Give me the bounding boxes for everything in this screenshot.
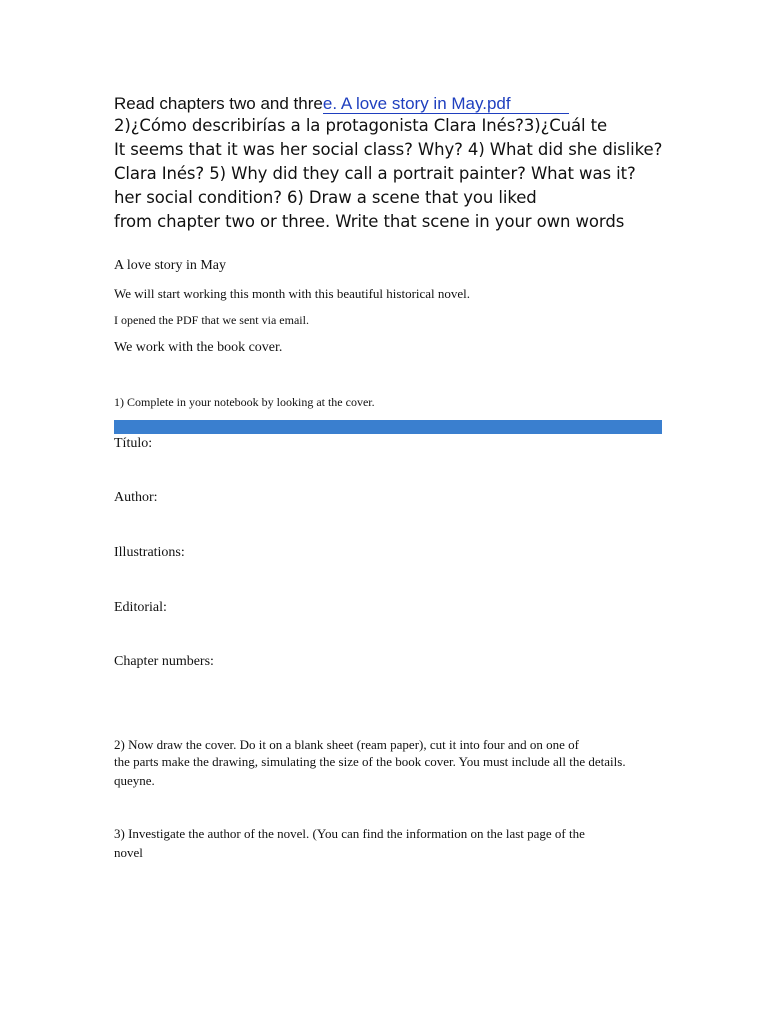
header-prefix: Read chapters two and thre (114, 94, 323, 113)
intro-title: A love story in May (114, 258, 226, 273)
task2-line-2: the parts make the drawing, simulating the size of the book cover. You must include all the details. (114, 754, 626, 769)
intro-paragraph-2: I opened the PDF that we sent via email. (114, 313, 309, 327)
question-line-2: It seems that it was her social class? Why? 4) What did she dislike? (114, 140, 663, 159)
intro-paragraph-3: We work with the book cover. (114, 340, 283, 355)
header-line (114, 94, 569, 114)
task3-line-2: novel (114, 845, 143, 860)
field-title: Título: (114, 436, 153, 451)
question-line-3: Clara Inés? 5) Why did they call a portrait painter? What was it? (114, 164, 636, 183)
field-editorial: Editorial: (114, 600, 167, 615)
field-author: Author: (114, 490, 158, 505)
task3-line-1: 3) Investigate the author of the novel. (You can find the information on the last page of the (114, 826, 585, 841)
blue-divider-bar (114, 420, 662, 434)
task2-line-3: queyne. (114, 773, 155, 788)
question-line-1: 2)¿Cómo describirías a la protagonista Clara Inés?3)¿Cuál te (114, 116, 608, 135)
field-illustrations: Illustrations: (114, 545, 185, 560)
field-chapter-numbers: Chapter numbers: (114, 654, 214, 669)
question-line-5: from chapter two or three. Write that scene in your own words (114, 212, 625, 231)
task2-line-1: 2) Now draw the cover. Do it on a blank sheet (ream paper), cut it into four and on one of (114, 737, 579, 752)
task1-heading: 1) Complete in your notebook by looking at the cover. (114, 395, 375, 409)
pdf-link[interactable]: e. A love story in May.pdf (323, 94, 569, 114)
intro-paragraph-1: We will start working this month with this beautiful historical novel. (114, 286, 471, 301)
question-line-4: her social condition? 6) Draw a scene that you liked (114, 188, 537, 207)
